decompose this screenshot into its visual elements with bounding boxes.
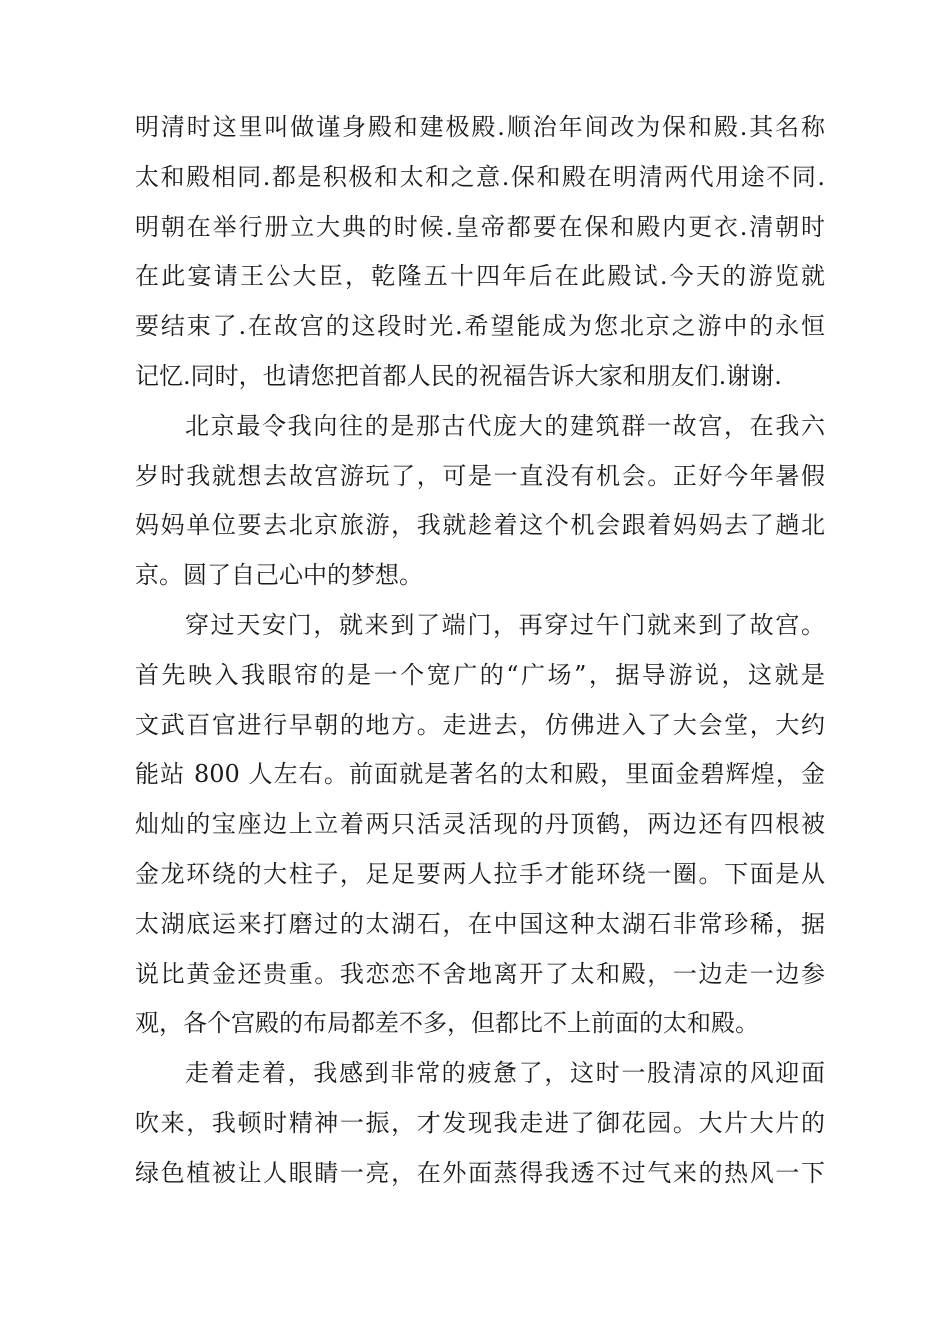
- paragraph-first-line: 走着走着，我感到非常的疲惫了，这时一股清凉的风迎面: [185, 1059, 825, 1088]
- text-line: 金龙环绕的大柱子，足足要两人拉手才能环绕一圈。下面是从: [135, 859, 825, 888]
- text-line: 明朝在举行册立大典的时候.皇帝都要在保和殿内更衣.清朝时: [135, 212, 825, 241]
- text-line: 能站 800 人左右。前面就是著名的太和殿，里面金碧辉煌，金: [135, 760, 825, 789]
- text-line: 岁时我就想去故宫游玩了，可是一直没有机会。正好今年暑假: [135, 461, 825, 490]
- text-line: 记忆.同时，也请您把首都人民的祝福告诉大家和朋友们.谢谢.: [135, 361, 782, 390]
- text-line: 明清时这里叫做谨身殿和建极殿.顺治年间改为保和殿.其名称: [135, 113, 825, 141]
- text-line: 太湖底运来打磨过的太湖石，在中国这种太湖石非常珍稀，据: [135, 909, 825, 938]
- body-text: [135, 103, 825, 1199]
- text-line: 在此宴请王公大臣，乾隆五十四年后在此殿试.今天的游览就: [135, 262, 825, 291]
- text-line: 绿色植被让人眼睛一亮，在外面蒸得我透不过气来的热风一下: [135, 1158, 825, 1187]
- text-line: 观，各个宫殿的布局都差不多，但都比不上前面的太和殿。: [135, 1009, 759, 1038]
- text-line: 太和殿相同.都是积极和太和之意.保和殿在明清两代用途不同.: [135, 162, 825, 191]
- text-line: 首先映入我眼帘的是一个宽广的“广场”，据导游说，这就是: [135, 660, 825, 689]
- paragraph-first-line: 穿过天安门，就来到了端门，再穿过午门就来到了故宫。: [185, 610, 825, 639]
- text-line: 说比黄金还贵重。我恋恋不舍地离开了太和殿，一边走一边参: [135, 959, 825, 988]
- text-line: 吹来，我顿时精神一振，才发现我走进了御花园。大片大片的: [135, 1108, 825, 1137]
- text-line: 要结束了.在故宫的这段时光.希望能成为您北京之游中的永恒: [135, 312, 825, 341]
- text-line: 京。圆了自己心中的梦想。: [135, 561, 423, 590]
- text-line: 妈妈单位要去北京旅游，我就趁着这个机会跟着妈妈去了趟北: [135, 511, 825, 540]
- text-line: 文武百官进行早朝的地方。走进去，仿佛进入了大会堂，大约: [135, 710, 825, 739]
- paragraph-first-line: 北京最令我向往的是那古代庞大的建筑群一故宫，在我六: [185, 411, 825, 440]
- text-line: 灿灿的宝座边上立着两只活灵活现的丹顶鹤，两边还有四根被: [135, 810, 825, 839]
